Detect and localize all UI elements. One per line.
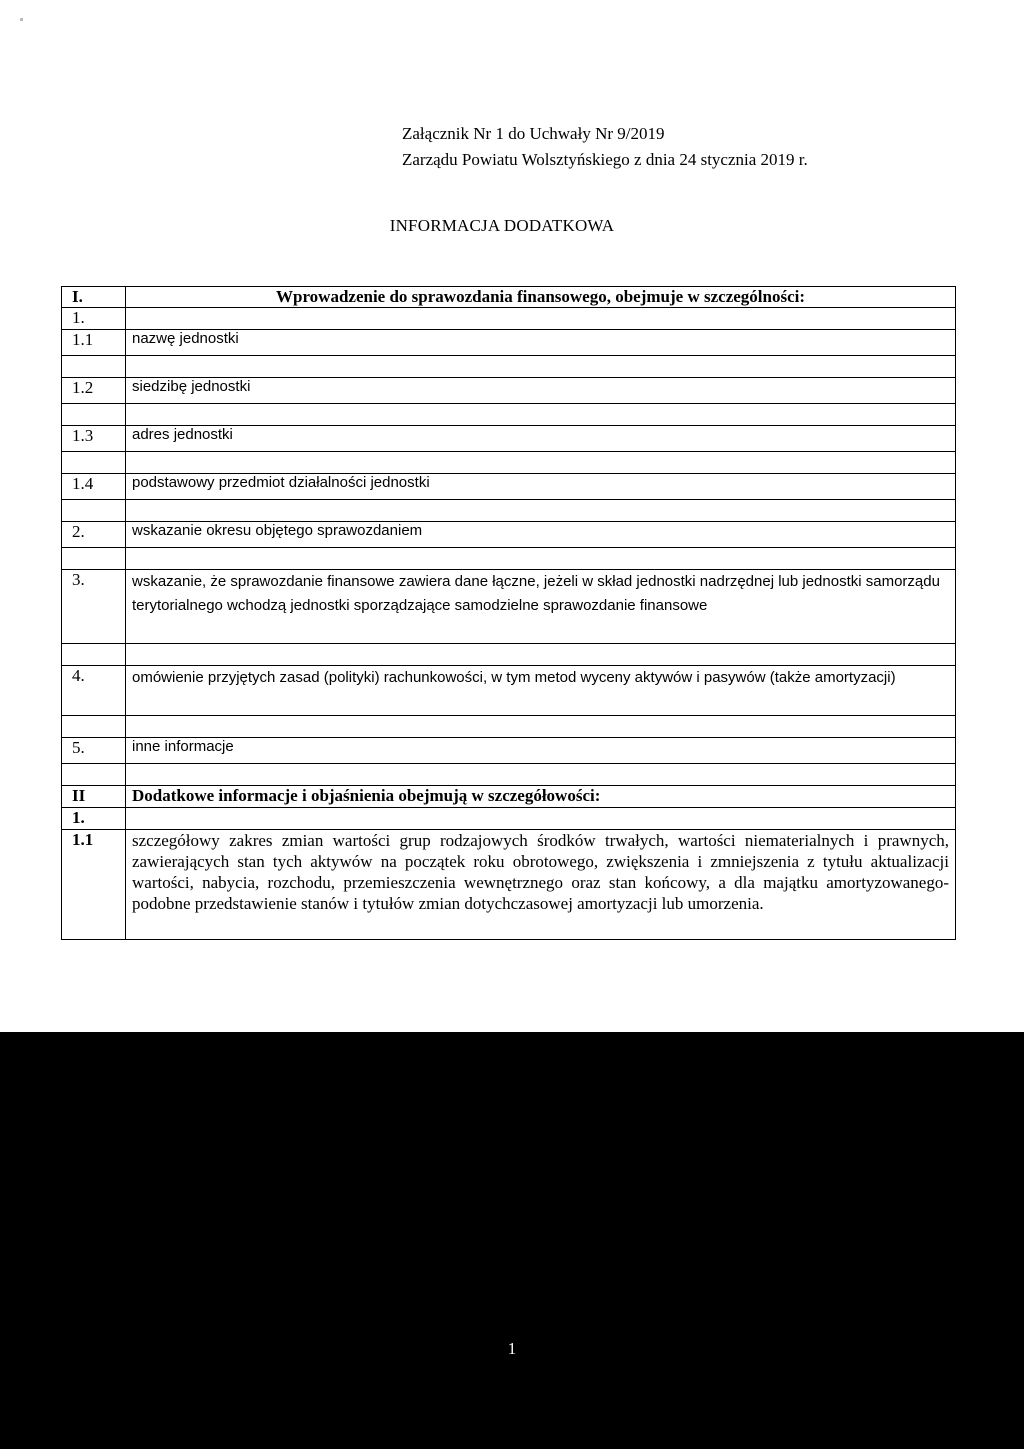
row-text: siedzibę jednostki: [126, 378, 956, 404]
table-row: [62, 570, 956, 644]
table-row: [62, 308, 956, 330]
row-number: 1.4: [62, 474, 126, 500]
spacer-row: [62, 764, 956, 786]
row-number: 1.1: [62, 330, 126, 356]
row-number: 4.: [62, 666, 126, 716]
row-text: wskazanie, że sprawozdanie finansowe zawiera dane łączne, jeżeli w skład jednostki nadrzędnej lub jednostki samorządu terytorialnego wchodzą jednostki sporządzające samodzielne sprawozdanie finansowe: [126, 570, 956, 644]
row-text: szczegółowy zakres zmian wartości grup rodzajowych środków trwałych, wartości niematerialnych i prawnych, zawierających stan tych aktywów na początek roku obrotowego, zwiększenia i zmniejszenia z tytułu aktualizacji wartości, nabycia, rozchodu, przemieszczenia wewnętrznego oraz stan końcowy, a dla majątku amortyzowanego- podobne przedstawienie stanów i tytułów zmian dotychczasowej amortyzacji lub umorzenia.: [126, 830, 956, 940]
row-text: omówienie przyjętych zasad (polityki) rachunkowości, w tym metod wyceny aktywów i pasywów (także amortyzacji): [126, 666, 956, 716]
table-row: [62, 830, 956, 940]
spacer-row: [62, 644, 956, 666]
row-text: adres jednostki: [126, 426, 956, 452]
attachment-header: [402, 121, 808, 173]
table-row: [62, 666, 956, 716]
scan-artifact: [20, 18, 23, 21]
table-row: [62, 808, 956, 830]
table-row: [62, 426, 956, 452]
table-row: [62, 474, 956, 500]
section-2-header-row: [62, 786, 956, 808]
section-1-header-row: [62, 287, 956, 308]
row-number: 1.2: [62, 378, 126, 404]
row-number: 1.3: [62, 426, 126, 452]
row-number: 1.: [62, 808, 126, 830]
section-2-number: II: [62, 786, 126, 808]
spacer-row: [62, 404, 956, 426]
document-title-text: INFORMACJA DODATKOWA: [389, 216, 615, 235]
spacer-row: [62, 500, 956, 522]
attachment-line-1: Załącznik Nr 1 do Uchwały Nr 9/2019: [402, 124, 665, 143]
table-row: [62, 738, 956, 764]
information-table: [61, 286, 956, 940]
table-row: [62, 522, 956, 548]
row-text: nazwę jednostki: [126, 330, 956, 356]
spacer-row: [62, 356, 956, 378]
table-row: [62, 330, 956, 356]
section-1-heading: Wprowadzenie do sprawozdania finansowego, obejmuje w szczególności:: [126, 287, 956, 308]
row-text: [126, 808, 956, 830]
row-text: podstawowy przedmiot działalności jednostki: [126, 474, 956, 500]
row-text: [126, 308, 956, 330]
row-number: 2.: [62, 522, 126, 548]
row-number: 3.: [62, 570, 126, 644]
row-number: 5.: [62, 738, 126, 764]
row-number: 1.: [62, 308, 126, 330]
attachment-line-2: Zarządu Powiatu Wolsztyńskiego z dnia 24 stycznia 2019 r.: [402, 150, 808, 169]
section-1-number: I.: [62, 287, 126, 308]
row-text: inne informacje: [126, 738, 956, 764]
table-row: [62, 378, 956, 404]
row-text: wskazanie okresu objętego sprawozdaniem: [126, 522, 956, 548]
spacer-row: [62, 716, 956, 738]
spacer-row: [62, 548, 956, 570]
section-2-heading: Dodatkowe informacje i objaśnienia obejmują w szczegółowości:: [126, 786, 956, 808]
document-title: [0, 216, 1024, 236]
page-number: 1: [507, 1339, 517, 1358]
row-number: 1.1: [62, 830, 126, 940]
spacer-row: [62, 452, 956, 474]
